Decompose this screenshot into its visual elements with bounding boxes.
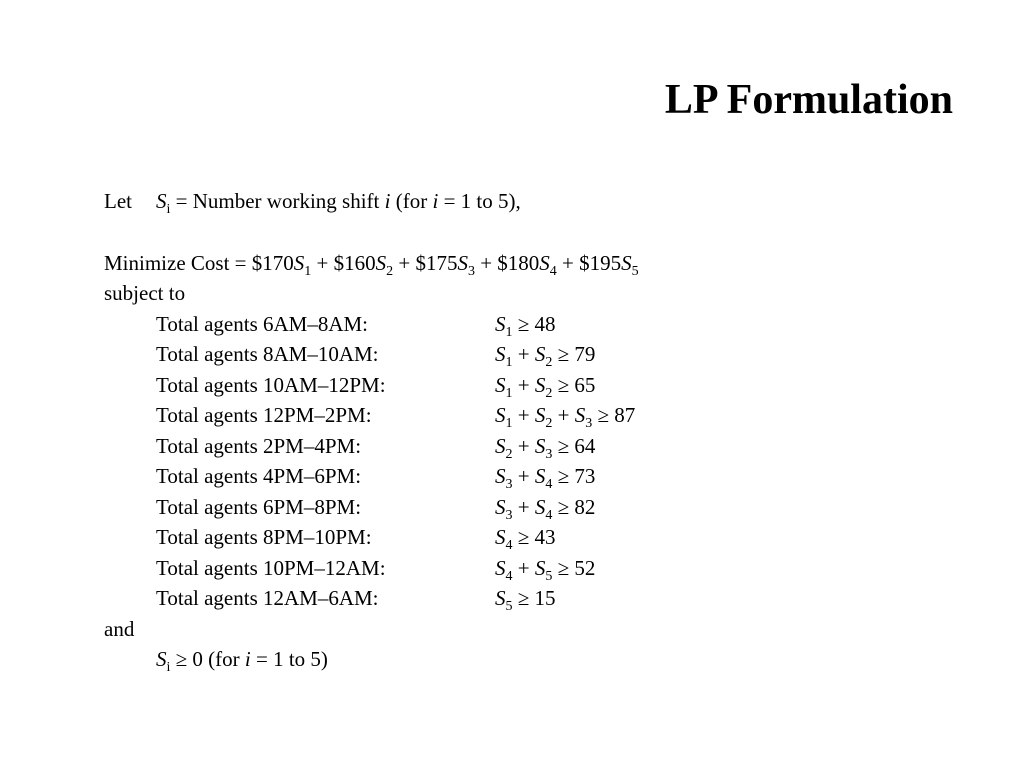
nonneg-text: = 1 to 5) xyxy=(250,647,328,671)
index-i: i xyxy=(432,189,439,213)
variable-s: S xyxy=(495,372,506,397)
let-definition xyxy=(104,186,984,217)
variable-subscript: 5 xyxy=(545,568,553,584)
and-label: and xyxy=(104,616,135,641)
constraint-expression xyxy=(495,464,596,492)
constraint-expression xyxy=(495,586,556,614)
variable-subscript: 2 xyxy=(545,385,553,401)
plus-sign: + xyxy=(512,494,535,519)
variable-s: S xyxy=(495,342,506,366)
variable-subscript: 1 xyxy=(505,324,513,340)
constraint-rhs: ≥ 15 xyxy=(512,586,556,610)
variable-s: S xyxy=(156,189,167,213)
variable-subscript: 4 xyxy=(545,507,553,523)
nonneg-text: ≥ 0 (for xyxy=(170,647,245,671)
variable-s: S xyxy=(293,250,305,275)
constraint-expression xyxy=(495,555,596,584)
constraint-expression xyxy=(495,403,636,431)
variable-subscript: 4 xyxy=(505,568,513,584)
constraint-expression xyxy=(495,342,596,370)
variable-s: S xyxy=(621,250,632,275)
variable-s: S xyxy=(495,525,506,549)
constraint-rhs: ≥ 64 xyxy=(552,433,596,458)
definition-text: (for xyxy=(390,189,433,213)
let-word: Let xyxy=(104,189,132,213)
variable-s: S xyxy=(495,494,506,519)
constraint-expression xyxy=(495,372,596,401)
constraint-list xyxy=(104,309,984,614)
constraint-rhs: ≥ 52 xyxy=(552,555,596,580)
variable-s: S xyxy=(495,433,506,458)
constraint-rhs: ≥ 43 xyxy=(512,525,556,549)
constraint-label: Total agents 8AM–10AM: xyxy=(156,342,379,366)
variable-s: S xyxy=(495,464,506,488)
constraint-row xyxy=(104,370,984,401)
index-i: i xyxy=(244,647,251,671)
plus-sign: + xyxy=(512,372,535,397)
constraint-rhs: ≥ 79 xyxy=(552,342,596,366)
variable-s: S xyxy=(457,250,468,275)
constraint-expression xyxy=(495,494,596,523)
variable-subscript: 1 xyxy=(304,263,312,279)
variable-subscript: 3 xyxy=(585,416,593,431)
term-coefficient: $160 xyxy=(333,250,376,275)
constraint-label: Total agents 4PM–6PM: xyxy=(156,464,362,488)
constraint-label: Total agents 8PM–10PM: xyxy=(156,525,372,549)
variable-s: S xyxy=(534,555,546,580)
spacer xyxy=(104,217,984,248)
plus-sign: + xyxy=(512,403,535,427)
variable-subscript: 4 xyxy=(545,477,553,492)
constraint-label: Total agents 12AM–6AM: xyxy=(156,586,379,610)
term-operator: + xyxy=(311,250,334,275)
constraint-row xyxy=(104,553,984,584)
variable-subscript: 2 xyxy=(545,416,553,431)
variable-s: S xyxy=(495,403,506,427)
variable-s: S xyxy=(156,647,167,671)
plus-sign: + xyxy=(512,433,535,458)
variable-s: S xyxy=(495,311,506,336)
plus-sign: + xyxy=(552,403,575,427)
formulation-body xyxy=(104,186,984,675)
variable-subscript: i xyxy=(166,202,171,217)
variable-s: S xyxy=(495,586,506,610)
variable-s: S xyxy=(539,250,550,275)
plus-sign: + xyxy=(512,555,535,580)
objective-term xyxy=(474,250,557,279)
constraint-row xyxy=(104,400,984,431)
term-operator: + xyxy=(556,250,580,275)
constraint-row xyxy=(104,461,984,492)
term-coefficient: $180 xyxy=(497,250,540,275)
variable-subscript: 2 xyxy=(386,263,394,279)
constraint-row xyxy=(104,339,984,370)
constraint-expression xyxy=(495,433,596,462)
constraint-label: Total agents 6PM–8PM: xyxy=(156,494,362,519)
constraint-row xyxy=(104,492,984,523)
constraint-expression xyxy=(495,525,556,553)
nonnegativity-constraint xyxy=(104,644,984,675)
constraint-row xyxy=(104,431,984,462)
plus-sign: + xyxy=(512,342,535,366)
objective-terms xyxy=(251,250,639,279)
variable-s: S xyxy=(495,555,506,580)
variable-s: S xyxy=(534,342,546,366)
variable-subscript: 1 xyxy=(505,385,513,401)
constraint-rhs: ≥ 87 xyxy=(592,403,636,427)
variable-subscript: 1 xyxy=(505,355,513,370)
variable-subscript: 2 xyxy=(505,446,513,462)
variable-s: S xyxy=(375,250,387,275)
variable-subscript: i xyxy=(166,660,171,675)
term-coefficient: $195 xyxy=(579,250,622,275)
variable-subscript: 4 xyxy=(505,538,513,553)
constraint-row xyxy=(104,309,984,340)
variable-subscript: 3 xyxy=(545,446,553,462)
term-coefficient: $175 xyxy=(415,250,458,275)
variable-s: S xyxy=(574,403,586,427)
slide-title: LP Formulation xyxy=(664,77,953,123)
variable-subscript: 3 xyxy=(467,263,475,279)
constraint-rhs: ≥ 82 xyxy=(552,494,596,519)
objective-term xyxy=(393,250,475,279)
subject-to-label: subject to xyxy=(104,281,186,305)
constraint-label: Total agents 6AM–8AM: xyxy=(156,311,369,336)
variable-s: S xyxy=(534,464,546,488)
constraint-rhs: ≥ 73 xyxy=(552,464,596,488)
constraint-label: Total agents 2PM–4PM: xyxy=(156,433,362,458)
constraint-label: Total agents 12PM–2PM: xyxy=(156,403,372,427)
definition-text: = Number working shift xyxy=(170,189,385,213)
variable-subscript: 5 xyxy=(631,263,639,279)
variable-s: S xyxy=(534,403,546,427)
constraint-row xyxy=(104,583,984,614)
variable-s: S xyxy=(534,372,546,397)
index-i: i xyxy=(384,189,391,213)
constraint-label: Total agents 10AM–12PM: xyxy=(156,372,386,397)
variable-subscript: 2 xyxy=(545,355,553,370)
objective-function xyxy=(104,248,984,279)
objective-term xyxy=(556,250,639,279)
objective-term xyxy=(311,250,394,279)
objective-term xyxy=(251,250,312,279)
variable-s: S xyxy=(534,433,546,458)
variable-subscript: 1 xyxy=(505,416,513,431)
constraint-rhs: ≥ 48 xyxy=(512,311,556,336)
variable-subscript: 5 xyxy=(505,599,513,614)
constraint-rhs: ≥ 65 xyxy=(552,372,596,397)
definition-text: = 1 to 5), xyxy=(438,189,521,213)
variable-subscript: 4 xyxy=(549,263,557,279)
constraint-row xyxy=(104,522,984,553)
constraint-label: Total agents 10PM–12AM: xyxy=(156,555,386,580)
variable-s: S xyxy=(534,494,546,519)
plus-sign: + xyxy=(512,464,535,488)
term-coefficient: $170 xyxy=(251,250,294,275)
term-operator: + xyxy=(474,250,498,275)
variable-subscript: 3 xyxy=(505,507,513,523)
term-operator: + xyxy=(393,250,416,275)
constraint-expression xyxy=(495,311,556,340)
variable-subscript: 3 xyxy=(505,477,513,492)
objective-prefix: Minimize Cost = xyxy=(104,250,252,275)
